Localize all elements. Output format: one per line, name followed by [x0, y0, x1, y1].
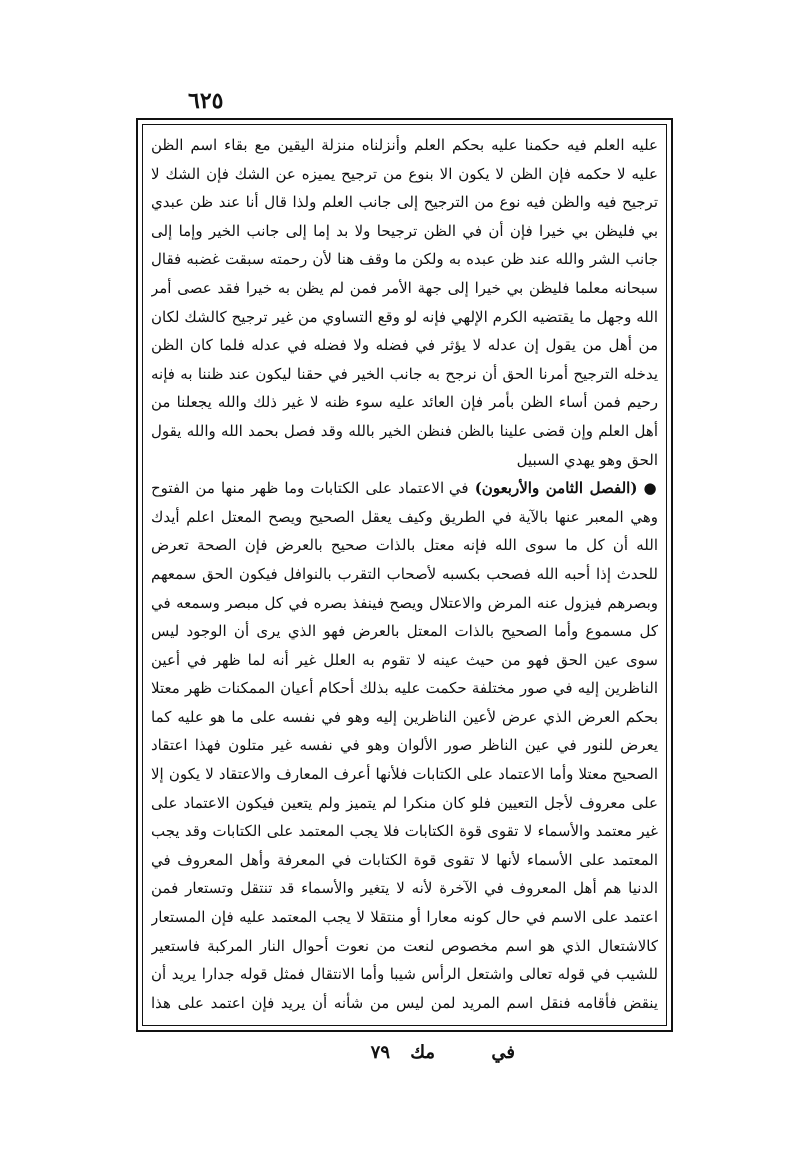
footer-mark-1: مك — [410, 1042, 435, 1063]
paragraph-1: عليه العلم فيه حكمنا عليه بحكم العلم وأنزلناه منزلة اليقين مع بقاء اسم الظن عليه لا حكمه فإن الظن لا يكون الا بنوع من ترجيح يميزه عن الشك فإن الشك لا ترجيح فيه والظن فيه نوع من الترجيح إلى جانب العلم ولذا قال أنا عند ظن عبدي بي فليظن بي خيرا فإن أن في الظن ترجيحا ولا بد إما إلى جانب الخير وإما إلى جانب الشر والله عند ظن عبده به ولكن ما وقف هنا لأن رحمته سبقت غضبه فقال سبحانه معلما فليظن بي خيرا إلى جهة الأمر فمن لم يظن به خيرا فقد عصى أمر الله وجهل ما يقتضيه الكرم الإلهي فإنه لو وقع التساوي من غير ترجيح كالشك لكان من أهل من يقول إن عدله لا يؤثر في فضله ولا فضله في عدله فلما كان الظن يدخله الترجيح أمرنا الحق أن نرجح به جانب الخير في حقنا ليكون عند ظننا به فإنه رحيم فمن أساء الظن بأمر فإن العائد عليه سوء ظنه لا غير ذلك والله يجعلنا من أهل العلم وإن قضى علينا بالظن فنظن الخير بالله وقد فصل بحمد الله والله يقول الحق وهو يهدي السبيل — [151, 136, 658, 469]
paragraph-2: ● (الفصل الثامن والأربعون) في الاعتماد على الكتابات وما ظهر منها من الفتوح وهي المعبر عنها بالآية في الطريق وكيف يعقل الصحيح ويصح المعتل اعلم أيدك الله أن كل ما سوى الله فإنه معتل بالذات صحيح بالعرض فإن الصحة تعرض للحدث إذا أحبه الله فصحب بكسبه لأصحاب التقرب بالنوافل فيكون الحق سمعهم وبصرهم فيزول عنه المرض والاعتلال ويصح فينفذ بصره في كل مبصر وسمعه في كل مسموع وأما الصحيح بالذات المعتل بالعرض فهو الذي يرى أن الوجود ليس سوى عين الحق فهو من حيث عينه لا تقوم به العلل غير أنه لما ظهر في أعين الناظرين إليه في صور مختلفة حكمت عليه بذلك أحكام أعيان الممكنات ظهر معتلا بحكم العرض الذي عرض لأعين الناظرين إليه وهو في نفسه على ما هو عليه كما يعرض للنور في عين الناظر صور الألوان وهو في نفسه غير متلون فهذا اعتقاد الصحيح معتلا وأما الاعتماد على الكتابات فلأنها أعرف المعارف والاعتقاد لا يكون إلا على معروف لأجل التعيين فلو كان منكرا لم يتميز ولم يتعين فيكون الاعتماد على غير معتمد والأسماء لا تقوى قوة الكتابات فلا يجب المعتمد على الكتابات وقد يجب المعتمد على الأسماء لأنها لا تقوى قوة الكتابات في المعرفة وأهل المعروف في الدنيا هم أهل المعروف في الآخرة لأنه لا يتغير والأسماء قد تنتقل وتستعار فمن اعتمد على الاسم في حال كونه معارا أو منتقلا لا يجب المعتمد عليه فإن المستعار كالاشتعال الذي هو اسم مخصوص لنعت من نعوت أحوال النار المركبة فاستعير للشيب في قوله تعالى واشتعل الرأس شيبا وأما الانتقال فمثل قوله جدارا يريد أن ينقض فأقامه فنقل اسم المريد لمن ليس من شأنه أن يريد فإن اعتمد على هذا — [151, 474, 658, 1019]
section-heading-48: (الفصل الثامن والأربعون) — [474, 479, 638, 498]
paragraph-2-text: في الاعتماد على الكتابات وما ظهر منها من الفتوح وهي المعبر عنها بالآية في الطريق وكيف يعقل الصحيح ويصح المعتل اعلم أيدك الله أن كل ما سوى الله فإنه معتل بالذات صحيح بالعرض فإن الصحة تعرض للحدث إذا أحبه الله فصحب بكسبه لأصحاب التقرب بالنوافل فيكون الحق سمعهم وبصرهم فيزول عنه المرض والاعتلال ويصح فينفذ بصره في كل مبصر وسمعه في كل مسموع وأما الصحيح بالذات المعتل بالعرض فهو الذي يرى أن الوجود ليس سوى عين الحق فهو من حيث عينه لا تقوم به العلل غير أنه لما ظهر في أعين الناظرين إليه في صور مختلفة حكمت عليه بذلك أحكام أعيان الممكنات ظهر معتلا بحكم العرض الذي عرض لأعين الناظرين إليه وهو في نفسه على ما هو عليه كما يعرض للنور في عين الناظر صور الألوان وهو في نفسه غير متلون فهذا اعتقاد الصحيح معتلا وأما الاعتماد على الكتابات فلأنها أعرف المعارف والاعتقاد لا يكون إلا على معروف لأجل التعيين فلو كان منكرا لم يتميز ولم يتعين فيكون الاعتماد على غير معتمد والأسماء لا تقوى قوة الكتابات فلا يجب المعتمد على الكتابات وقد يجب المعتمد على الأسماء لأنها لا تقوى قوة الكتابات في المعرفة وأهل المعروف في الدنيا هم أهل المعروف في الآخرة لأنه لا يتغير والأسماء قد تنتقل وتستعار فمن اعتمد على الاسم في حال كونه معارا أو منتقلا لا يجب المعتمد عليه فإن المستعار كالاشتعال الذي هو اسم مخصوص لنعت من نعوت أحوال النار المركبة فاستعير للشيب في قوله تعالى واشتعل الرأس شيبا وأما الانتقال فمثل قوله جدارا يريد أن ينقض فأقامه فنقل اسم المريد لمن ليس من شأنه أن يريد فإن اعتمد على هذا — [151, 479, 658, 1012]
page-number: ٦٢٥ — [188, 88, 224, 114]
footer-mark-2: في — [491, 1042, 515, 1063]
page-frame-inner — [142, 124, 667, 1026]
signature-number: ٧٩ — [370, 1042, 390, 1063]
page-footer — [200, 1042, 600, 1082]
main-text — [151, 131, 658, 1019]
page-frame — [136, 118, 673, 1032]
